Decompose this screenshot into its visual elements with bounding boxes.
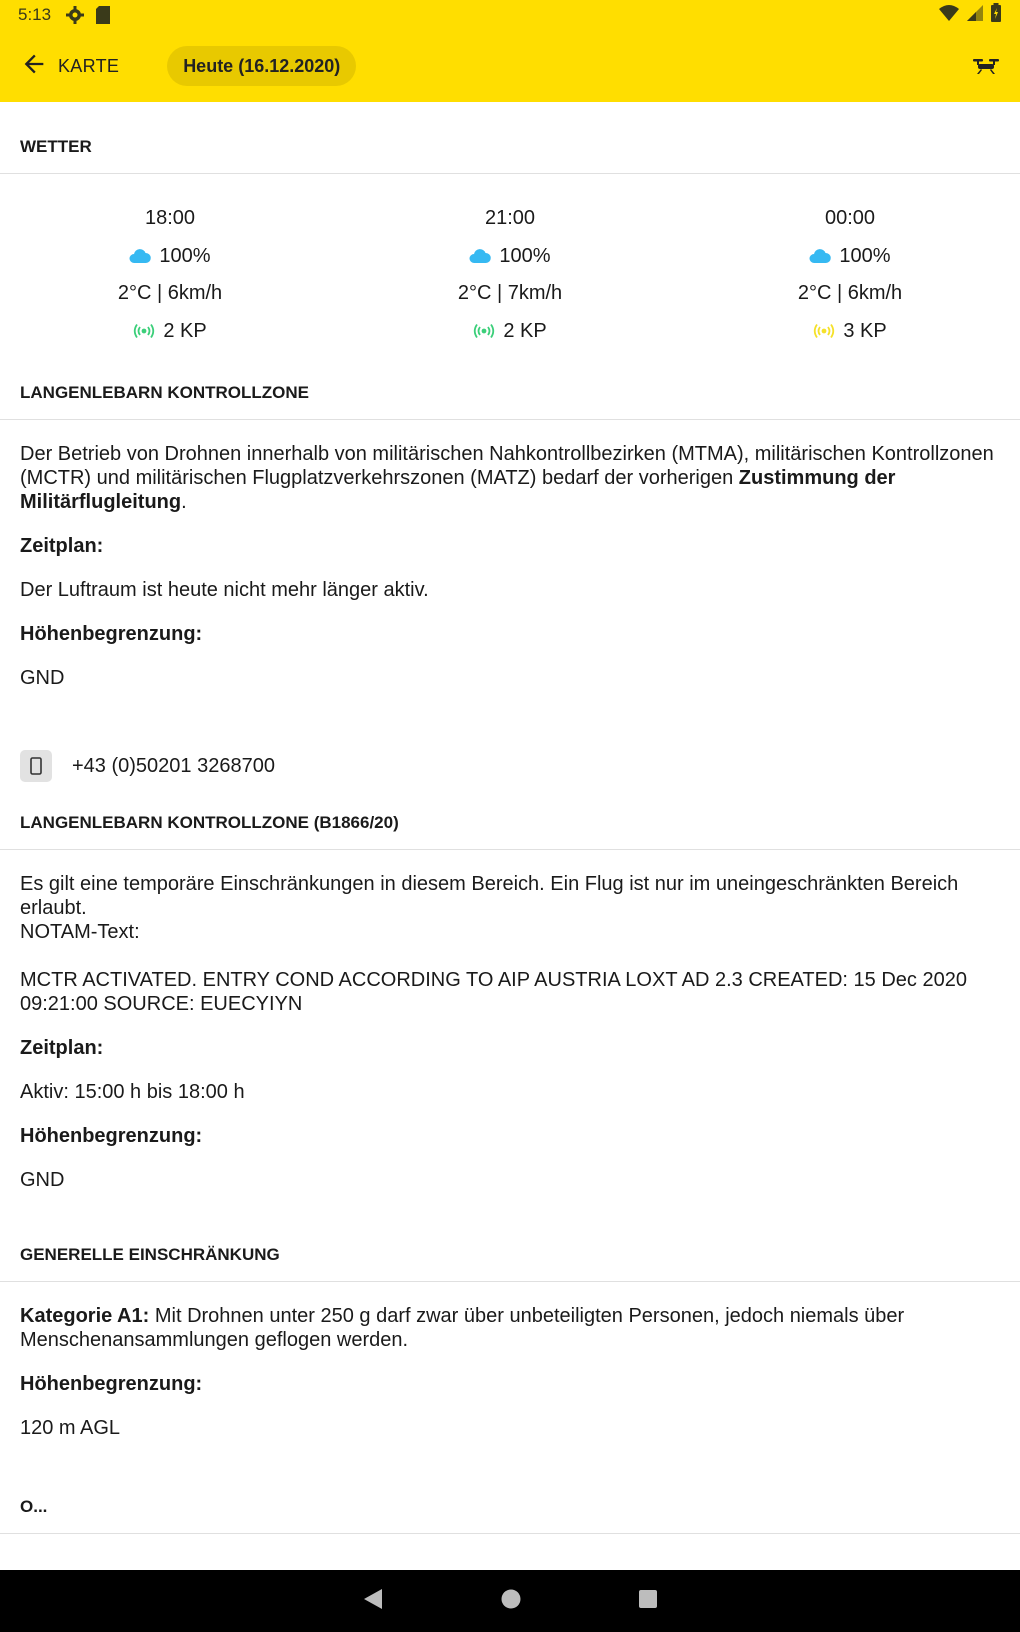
back-button[interactable] — [20, 50, 119, 83]
forecast-column — [340, 200, 680, 364]
home-nav-icon[interactable] — [500, 1588, 522, 1615]
signal-icon — [966, 4, 984, 27]
broadcast-icon — [813, 323, 835, 339]
zone2-header: LANGENLEBARN KONTROLLZONE (B1866/20) — [0, 794, 1020, 850]
back-label: KARTE — [58, 55, 120, 76]
status-time: 5:13 — [18, 5, 52, 24]
battery-icon — [990, 3, 1002, 28]
gear-icon — [65, 5, 85, 25]
phone-row[interactable] — [0, 746, 1020, 786]
forecast-temp-wind: 2°C | 7km/h — [457, 282, 563, 305]
cloud-percent: 100% — [499, 244, 551, 267]
weather-forecast — [0, 174, 1020, 364]
forecast-time: 18:00 — [144, 207, 196, 230]
drone-icon[interactable] — [972, 56, 1000, 76]
cloud-percent: 100% — [159, 244, 211, 267]
cloud-icon — [129, 248, 151, 264]
zone2-schedule-label: Zeitplan: — [20, 1037, 104, 1059]
navigation-bar — [0, 1570, 1020, 1632]
zone1-height-label: Höhenbegrenzung: — [20, 623, 203, 645]
phone-icon — [20, 750, 52, 782]
general-height-label: Höhenbegrenzung: — [20, 1373, 203, 1395]
broadcast-icon — [133, 323, 155, 339]
forecast-kp — [473, 313, 546, 351]
forecast-temp-wind: 2°C | 6km/h — [117, 282, 223, 305]
zone1-desc-bold: Zustimmung der Militärflugleitung — [20, 467, 896, 513]
general-body — [0, 1282, 1020, 1440]
wifi-icon — [938, 4, 960, 27]
forecast-clouds — [129, 238, 210, 276]
content-scroll[interactable] — [0, 102, 1020, 1570]
phone-number[interactable]: +43 (0)50201 3268700 — [72, 754, 275, 777]
cloud-percent: 100% — [839, 244, 891, 267]
back-nav-icon[interactable] — [362, 1587, 384, 1616]
forecast-column — [0, 200, 340, 364]
forecast-clouds — [469, 238, 550, 276]
zone1-schedule-label: Zeitplan: — [20, 535, 104, 557]
zone1-desc-end: . — [181, 491, 187, 513]
zone2-height-label: Höhenbegrenzung: — [20, 1125, 203, 1147]
forecast-time: 21:00 — [484, 207, 536, 230]
status-bar — [0, 0, 1020, 30]
zone1-height-value: GND — [20, 667, 65, 689]
forecast-clouds — [809, 238, 890, 276]
zone2-schedule-value: Aktiv: 15:00 h bis 18:00 h — [20, 1081, 245, 1103]
zone2-description: Es gilt eine temporäre Einschränkungen in diesem Bereich. Ein Flug ist nur im uneingeschränkten Bereich erlaubt. — [20, 873, 959, 919]
sd-card-icon — [95, 5, 111, 25]
app-bar — [0, 30, 1020, 102]
recents-nav-icon[interactable] — [638, 1589, 658, 1614]
category-text: Mit Drohnen unter 250 g darf zwar über unbeteiligten Personen, jedoch niemals über Menschenansammlungen geflogen werden. — [20, 1305, 905, 1351]
zone1-description — [20, 442, 1000, 514]
weather-header: WETTER — [0, 102, 1020, 174]
date-chip[interactable]: Heute (16.12.2020) — [167, 46, 356, 86]
zone1-desc-text: Der Betrieb von Drohnen innerhalb von militärischen Nahkontrollbezirken (MTMA), militärischen Kontrollzonen (MCTR) und militärischen Flugplatzverkehrszonen (MATZ) bedarf der vorherigen — [20, 443, 994, 489]
kp-value: 3 KP — [843, 319, 887, 342]
zone1-schedule-value: Der Luftraum ist heute nicht mehr länger aktiv. — [20, 579, 429, 601]
general-height-value: 120 m AGL — [20, 1417, 121, 1439]
zone1-header: LANGENLEBARN KONTROLLZONE — [0, 364, 1020, 420]
forecast-kp — [813, 313, 886, 351]
forecast-time: 00:00 — [824, 207, 876, 230]
zone2-body — [0, 850, 1020, 1192]
cloud-icon — [809, 248, 831, 264]
zone2-notam-label: NOTAM-Text: — [20, 921, 140, 943]
truncated-header: O... — [0, 1440, 1020, 1534]
arrow-back-icon — [20, 50, 48, 83]
general-header: GENERELLE EINSCHRÄNKUNG — [0, 1192, 1020, 1282]
zone2-height-value: GND — [20, 1169, 65, 1191]
broadcast-icon — [473, 323, 495, 339]
forecast-kp — [133, 313, 206, 351]
kp-value: 2 KP — [503, 319, 547, 342]
kp-value: 2 KP — [163, 319, 207, 342]
zone2-notam-text: MCTR ACTIVATED. ENTRY COND ACCORDING TO AIP AUSTRIA LOXT AD 2.3 CREATED: 15 Dec 2020 09:21:00 SOURCE: EUECYIYN — [20, 969, 967, 1015]
cloud-icon — [469, 248, 491, 264]
general-category — [20, 1304, 1000, 1352]
forecast-temp-wind: 2°C | 6km/h — [797, 282, 903, 305]
forecast-column — [680, 200, 1020, 364]
zone1-body — [0, 420, 1020, 690]
category-label: Kategorie A1: — [20, 1305, 150, 1327]
